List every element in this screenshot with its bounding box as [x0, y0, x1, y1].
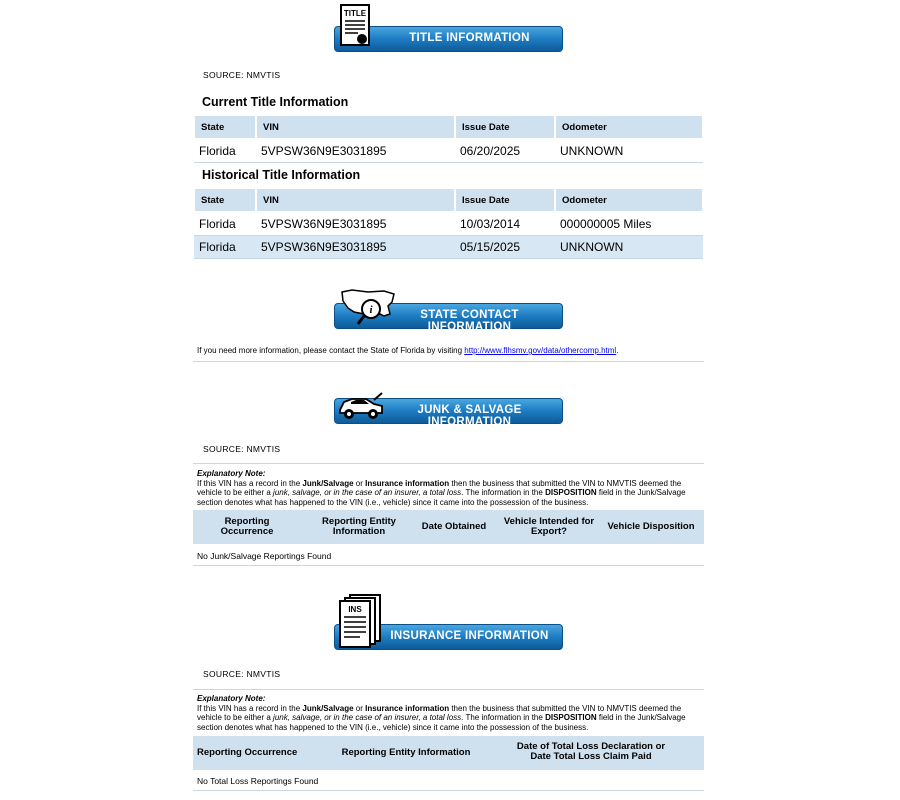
- cell-odometer: UNKNOWN: [555, 236, 703, 259]
- cell-state: Florida: [194, 236, 256, 259]
- col-odometer: Odometer: [555, 188, 703, 212]
- divider: [193, 790, 704, 791]
- cell-issue-date: 10/03/2014: [455, 212, 555, 236]
- divider: [193, 565, 704, 566]
- junk-empty-message: No Junk/Salvage Reportings Found: [197, 551, 332, 561]
- title-document-icon: [338, 4, 374, 48]
- col-reporting-occurrence: Reporting Occurrence: [220, 516, 274, 537]
- col-odometer: Odometer: [555, 115, 703, 139]
- cell-state: Florida: [194, 139, 256, 163]
- table-row: [194, 236, 703, 259]
- banner-label: STATE CONTACT INFORMATION: [420, 309, 519, 333]
- cell-vin: 5VPSW36N9E3031895: [256, 212, 455, 236]
- banner-label: TITLE INFORMATION: [409, 32, 530, 44]
- insurance-documents-icon: [336, 593, 386, 649]
- col-total-loss-date: Date of Total Loss Declaration or Date Total Loss Claim Paid: [516, 741, 666, 762]
- divider: [193, 361, 704, 362]
- insurance-table-header: [193, 736, 704, 770]
- title-source: SOURCE: NMVTIS: [203, 70, 281, 80]
- col-date-obtained: Date Obtained: [421, 521, 487, 532]
- cell-vin: 5VPSW36N9E3031895: [256, 139, 455, 163]
- usa-map-info-icon: [338, 286, 398, 330]
- svg-text:i: i: [369, 304, 373, 316]
- table-row: [194, 212, 703, 236]
- col-vehicle-disposition: Vehicle Disposition: [607, 521, 695, 532]
- divider: [193, 689, 704, 690]
- insurance-explanatory-note: Explanatory Note: If this VIN has a record in the Junk/Salvage or Insurance information then the business that submitted the VIN to NMVTIS deemed the vehicle to be either a junk, salvage, or in the case of an insurer, a total loss. The information in the DISPOSITION field in the Junk/Salvage section denotes what has happened to the VIN (i.e., vehicle) since it came into the possession of the business.: [197, 694, 702, 732]
- cell-odometer: UNKNOWN: [555, 139, 703, 163]
- banner-label: JUNK & SALVAGE INFORMATION: [417, 404, 522, 428]
- cell-issue-date: 06/20/2025: [455, 139, 555, 163]
- state-contact-text: [197, 346, 618, 355]
- state-contact-link[interactable]: http://www.flhsmv.gov/data/othercomp.html: [464, 346, 617, 355]
- insurance-empty-message: No Total Loss Reportings Found: [197, 776, 319, 786]
- icon-caption: INS: [348, 605, 362, 614]
- note-label: Explanatory Note:: [197, 694, 266, 703]
- col-vin: VIN: [256, 115, 455, 139]
- banner-label: INSURANCE INFORMATION: [390, 630, 549, 642]
- table-header-row: [194, 115, 703, 139]
- current-title-heading: Current Title Information: [202, 95, 349, 109]
- col-reporting-occurrence: Reporting Occurrence: [197, 747, 298, 758]
- icon-caption: TITLE: [343, 9, 367, 18]
- col-issue-date: Issue Date: [455, 115, 555, 139]
- col-reporting-entity: Reporting Entity Information: [322, 516, 396, 537]
- junk-explanatory-note: Explanatory Note: If this VIN has a record in the Junk/Salvage or Insurance information then the business that submitted the VIN to NMVTIS deemed the vehicle to be either a junk, salvage, or in the case of an insurer, a total loss. The information in the DISPOSITION field in the Junk/Salvage section denotes what has happened to the VIN (i.e., vehicle) since it came into the possession of the business.: [197, 469, 702, 507]
- divider: [193, 463, 704, 464]
- col-state: State: [194, 188, 256, 212]
- col-state: State: [194, 115, 256, 139]
- col-vin: VIN: [256, 188, 455, 212]
- state-contact-text-before: If you need more information, please contact the State of Florida by visiting: [197, 346, 465, 355]
- insurance-source: SOURCE: NMVTIS: [203, 669, 281, 679]
- cell-odometer: 000000005 Miles: [555, 212, 703, 236]
- table-row: [194, 139, 703, 163]
- table-header-row: [194, 188, 703, 212]
- car-icon: [336, 390, 386, 422]
- junk-source: SOURCE: NMVTIS: [203, 444, 281, 454]
- historical-title-table: [193, 187, 704, 259]
- cell-issue-date: 05/15/2025: [455, 236, 555, 259]
- cell-state: Florida: [194, 212, 256, 236]
- col-export: Vehicle Intended for Export?: [503, 516, 595, 537]
- junk-table-header: [193, 510, 704, 544]
- cell-vin: 5VPSW36N9E3031895: [256, 236, 455, 259]
- current-title-table: [193, 114, 704, 163]
- col-reporting-entity: Reporting Entity Information: [341, 747, 471, 758]
- col-issue-date: Issue Date: [455, 188, 555, 212]
- historical-title-heading: Historical Title Information: [202, 168, 361, 182]
- state-contact-text-after: .: [616, 346, 619, 355]
- note-label: Explanatory Note:: [197, 469, 266, 478]
